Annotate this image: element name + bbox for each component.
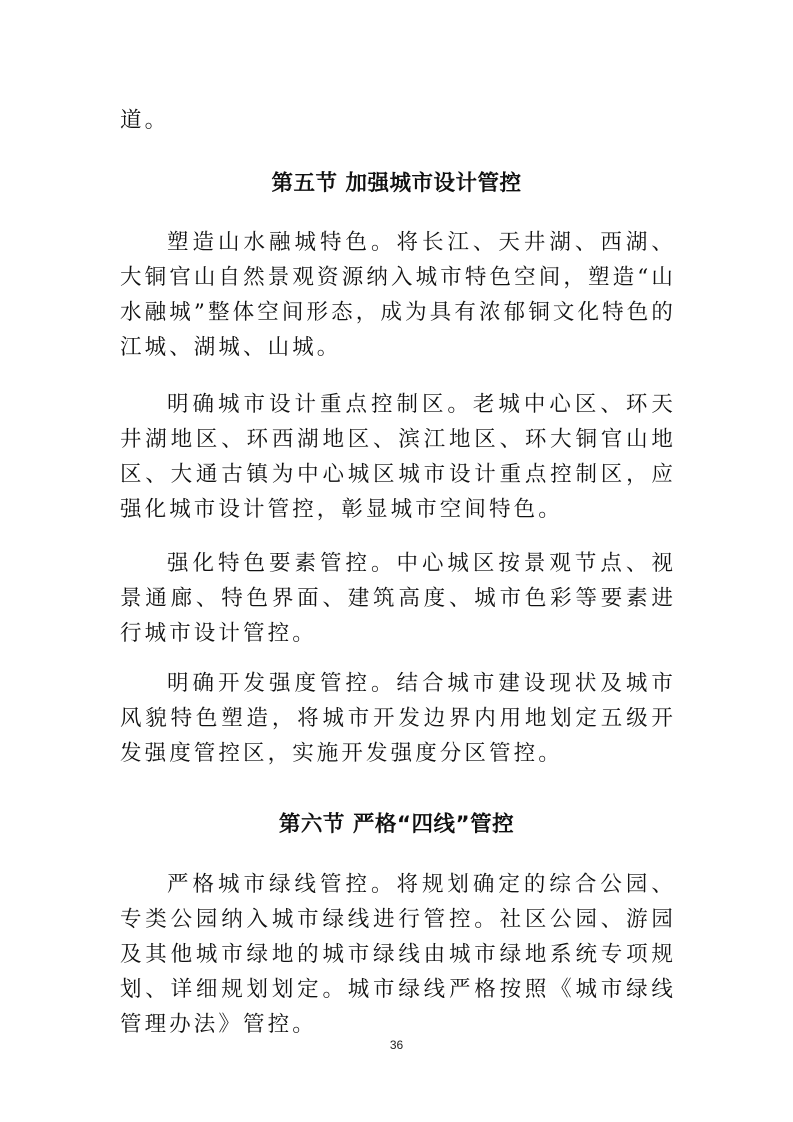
paragraph-6-1: 严格城市绿线管控。将规划确定的综合公园、专类公园纳入城市绿线进行管控。社区公园、游园及其他城市绿地的城市绿线由城市绿地系统专项规划、详细规划划定。城市绿线严格按照《城市绿线管理办法》管控。	[120, 872, 676, 1037]
paragraph-5-4: 明确开发强度管控。结合城市建设现状及城市风貌特色塑造，将城市开发边界内用地划定五级开发强度管控区，实施开发强度分区管控。	[120, 671, 676, 766]
paragraph-5-1: 塑造山水融城特色。将长江、天井湖、西湖、大铜官山自然景观资源纳入城市特色空间，塑造“山水融城”整体空间形态，成为具有浓郁铜文化特色的江城、湖城、山城。	[120, 230, 676, 360]
page-number: 36	[389, 1038, 404, 1052]
section-heading-5: 第五节 加强城市设计管控	[271, 171, 522, 196]
section-heading-6: 第六节 严格“四线”管控	[278, 812, 515, 837]
paragraph-5-3: 强化特色要素管控。中心城区按景观节点、视景通廊、特色界面、建筑高度、城市色彩等要素进行城市设计管控。	[120, 551, 676, 646]
paragraph-5-2: 明确城市设计重点控制区。老城中心区、环天井湖地区、环西湖地区、滨江地区、环大铜官山地区、大通古镇为中心城区城市设计重点控制区，应强化城市设计管控，彰显城市空间特色。	[120, 392, 676, 522]
continuation-text: 道。	[120, 108, 170, 133]
